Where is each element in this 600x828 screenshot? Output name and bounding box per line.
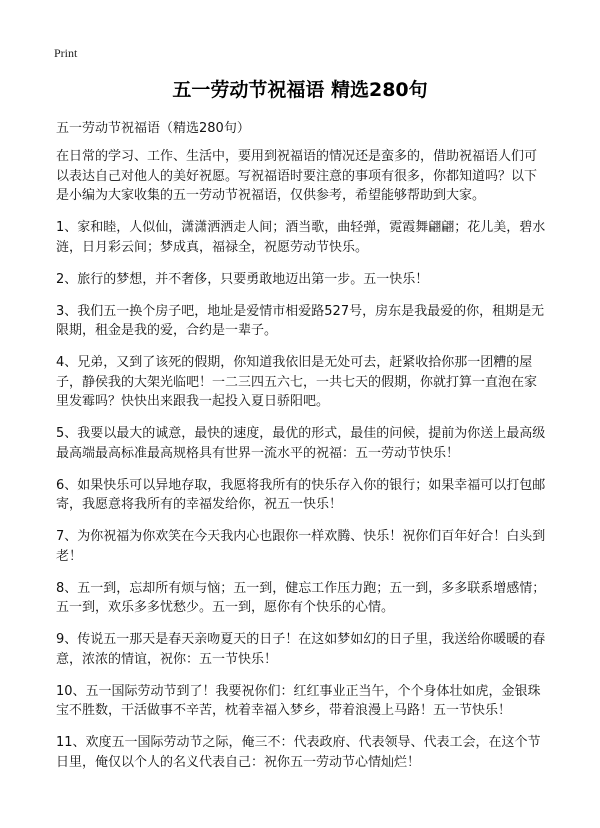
blessing-item-11: 11、欢度五一国际劳动节之际，俺三不：代表政府、代表领导、代表工会，在这个节日里，俺仅以个人的名义代表自己：祝你五一劳动节心情灿烂！ (56, 735, 541, 770)
blessing-item-5: 5、我要以最大的诚意，最快的速度，最优的形式，最佳的问候，提前为你送上最高级最高端最高标准最高规格具有世界一流水平的祝福：五一劳动节快乐！ (56, 426, 546, 461)
intro-paragraph: 在日常的学习、工作、生活中，要用到祝福语的情况还是蛮多的，借助祝福语人们可以表达自己对他人的美好祝愿。写祝福语时要注意的事项有很多，你都知道吗？以下是小编为大家收集的五一劳动节祝福语，仅供参考，希望能够帮助到大家。 (56, 149, 538, 203)
blessing-item-4: 4、兄弟，又到了该死的假期，你知道我依旧是无处可去，赶紧收拾你那一团糟的屋子，静侯我的大架光临吧！一二三四五六七，一共七天的假期，你就打算一直泡在家里发霉吗？快快出来跟我一起投入夏日骄阳吧。 (56, 355, 538, 409)
page-title: 五一劳动节祝福语 精选280句 (172, 79, 428, 101)
document-body (56, 147, 548, 785)
blessing-item-2: 2、旅行的梦想，并不奢侈，只要勇敢地迈出第一步。五一快乐！ (56, 271, 429, 287)
document-subtitle: 五一劳动节祝福语（精选280句） (56, 121, 250, 136)
blessing-item-3: 3、我们五一换个房子吧，地址是爱情市相爱路527号，房东是我最爱的你，租期是无限期，租金是我的爱，合约是一辈子。 (56, 303, 545, 338)
blessing-item-1: 1、家和睦，人似仙，潇潇洒洒走人间；酒当歌，曲轻弹，霓霞舞翩翩；花儿美，碧水涟，日月彩云间；梦成真，福禄全，祝愿劳动节快乐。 (56, 220, 546, 255)
blessing-item-6: 6、如果快乐可以异地存取，我愿将我所有的快乐存入你的银行；如果幸福可以打包邮寄，我愿意将我所有的幸福发给你，祝五一快乐！ (56, 477, 546, 512)
blessing-item-7: 7、为你祝福为你欢笑在今天我内心也跟你一样欢腾、快乐！祝你们百年好合！白头到老！ (56, 529, 546, 564)
blessing-item-8: 8、五一到，忘却所有烦与恼；五一到，健忘工作压力跑；五一到，多多联系增感情；五一到，欢乐多多忧愁少。五一到，愿你有个快乐的心情。 (56, 580, 546, 615)
blessing-item-10: 10、五一国际劳动节到了！我要祝你们：红红事业正当午，个个身体壮如虎，金银珠宝不胜数，干活做事不辛苦，枕着幸福入梦乡，带着浪漫上马路！五一节快乐！ (56, 683, 541, 718)
print-link[interactable]: Print (54, 46, 78, 60)
blessing-item-9: 9、传说五一那天是春天亲吻夏天的日子！在这如梦如幻的日子里，我送给你暖暖的春意，浓浓的情谊，祝你：五一节快乐！ (56, 632, 546, 667)
